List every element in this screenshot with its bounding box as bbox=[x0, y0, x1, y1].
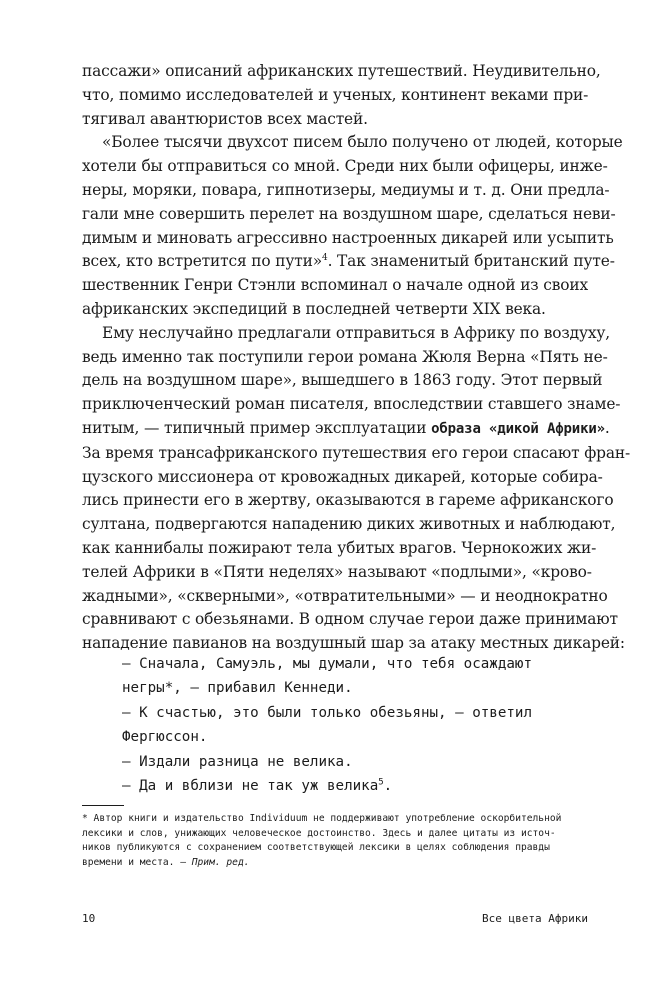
line-text: неры, моряки, повара, гипнотизеры, медиумы и т. д. Они предла- bbox=[82, 180, 610, 199]
line-text: тягивал авантюристов всех мастей. bbox=[82, 109, 368, 128]
line-text: * Автор книги и издательство Individuum не поддерживают употребление оскорбительной bbox=[82, 813, 562, 824]
text-line bbox=[82, 442, 631, 466]
text-line bbox=[82, 466, 603, 490]
text-line bbox=[82, 489, 614, 513]
footnote-line bbox=[82, 841, 592, 856]
line-text: жадными», «скверными», «отвратительными» — и неоднократно bbox=[82, 586, 608, 605]
text-line bbox=[82, 537, 597, 561]
text-line bbox=[82, 131, 623, 155]
line-text: времени и места. – bbox=[82, 856, 192, 868]
line-text: Ему неслучайно предлагали отправиться в Африку по воздуху, bbox=[102, 323, 611, 342]
text-line bbox=[82, 274, 588, 298]
editor-note: Прим. ред. bbox=[191, 856, 250, 868]
text-line bbox=[82, 561, 592, 585]
text-line bbox=[82, 60, 601, 84]
text-line bbox=[82, 585, 608, 609]
dialogue-line bbox=[122, 701, 592, 725]
line-text: . bbox=[383, 778, 393, 795]
line-text: – Сначала, Самуэль, мы думали, что тебя осаждают bbox=[122, 656, 532, 672]
dialogue-line bbox=[122, 652, 592, 676]
footnote-divider bbox=[82, 805, 124, 806]
text-line bbox=[82, 108, 588, 132]
line-text: сравнивают с обезьянами. В одном случае герои даже принимают bbox=[82, 610, 618, 629]
line-text: приключенческий роман писателя, впоследствии ставшего знаме- bbox=[82, 395, 621, 414]
footnote-line bbox=[82, 856, 592, 871]
line-text: дель на воздушном шаре», вышедшего в 1863 году. Этот первый bbox=[82, 371, 603, 390]
endnote-ref: 4 bbox=[321, 253, 328, 264]
line-text: всех, кто встретится по пути» bbox=[82, 252, 322, 271]
dialogue-line bbox=[122, 750, 592, 774]
text-line bbox=[82, 227, 614, 251]
line-text: ников публикуются с сохранением соответствующей лексики в целях соблюдения правды bbox=[82, 842, 550, 854]
line-text: ведь именно так поступили герои романа Жюля Верна «Пять не- bbox=[82, 347, 608, 366]
dialogue-line bbox=[122, 725, 592, 749]
key-term: образа «дикой Африки» bbox=[431, 420, 605, 437]
main-text bbox=[82, 60, 631, 656]
text-line bbox=[82, 369, 603, 393]
line-text: что, помимо исследователей и ученых, континент веками при- bbox=[82, 85, 589, 104]
line-text: димым и миновать агрессивно настроенных дикарей или усыпить bbox=[82, 228, 614, 247]
text-line bbox=[82, 417, 610, 442]
text-line bbox=[82, 393, 621, 417]
text-line bbox=[82, 179, 610, 203]
line-text: хотели бы отправиться со мной. Среди них были офицеры, инже- bbox=[82, 157, 608, 176]
line-text: – Да и вблизи не так уж велика bbox=[122, 778, 379, 795]
line-text: нитым, — типичный пример эксплуатации bbox=[82, 418, 432, 437]
line-text: шественник Генри Стэнли вспоминал о начале одной из своих bbox=[82, 276, 589, 295]
line-text: – К счастью, это были только обезьяны, – ответил bbox=[122, 704, 532, 721]
line-text: нападение павианов на воздушный шар за атаку местных дикарей: bbox=[82, 634, 625, 653]
running-title: Все цвета Африки bbox=[482, 912, 588, 925]
text-line bbox=[82, 250, 615, 274]
line-text: За время трансафриканского путешествия его герои спасают фран- bbox=[82, 443, 631, 462]
page-number: 10 bbox=[82, 912, 96, 925]
line-text: телей Африки в «Пяти неделях» называют «подлыми», «крово- bbox=[82, 562, 592, 581]
line-text: – Издали разница не велика. bbox=[122, 753, 353, 770]
text-line bbox=[82, 513, 616, 537]
text-line bbox=[82, 608, 618, 632]
line-text: негры*, – прибавил Кеннеди. bbox=[122, 680, 353, 697]
line-text: африканских экспедиций в последней четверти XIX века. bbox=[82, 299, 546, 318]
endnote-ref: 5 bbox=[378, 777, 384, 788]
line-text: лись принести его в жертву, оказываются в гареме африканского bbox=[82, 491, 614, 510]
line-text: «Более тысячи двухсот писем было получено от людей, которые bbox=[102, 133, 623, 152]
line-text: цузского миссионера от кровожадных дикарей, которые собира- bbox=[82, 467, 603, 486]
footnote-line bbox=[82, 812, 592, 827]
text-line bbox=[82, 84, 588, 108]
dialogue-quote bbox=[122, 652, 592, 798]
footnote bbox=[82, 812, 592, 870]
footnote-line bbox=[82, 827, 592, 842]
line-text: . Так знаменитый британский путе- bbox=[327, 252, 615, 271]
line-text: . bbox=[604, 418, 610, 437]
line-text: гали мне совершить перелет на воздушном шаре, сделаться неви- bbox=[82, 204, 616, 223]
line-text: пассажи» описаний африканских путешествий. Неудивительно, bbox=[82, 62, 601, 80]
text-line bbox=[82, 155, 608, 179]
line-text: султана, подвергаются нападению диких животных и наблюдают, bbox=[82, 515, 616, 534]
text-line bbox=[82, 322, 611, 346]
text-line bbox=[82, 298, 588, 322]
dialogue-line bbox=[122, 676, 592, 700]
line-text: Фергюссон. bbox=[122, 729, 208, 746]
line-text: лексики и слов, унижающих человеческое достоинство. Здесь и далее цитаты из источ- bbox=[82, 827, 556, 839]
line-text: как каннибалы пожирают тела убитых врагов. Чернокожих жи- bbox=[82, 538, 597, 557]
dialogue-line bbox=[122, 774, 592, 798]
text-line bbox=[82, 346, 608, 370]
text-line bbox=[82, 203, 616, 227]
